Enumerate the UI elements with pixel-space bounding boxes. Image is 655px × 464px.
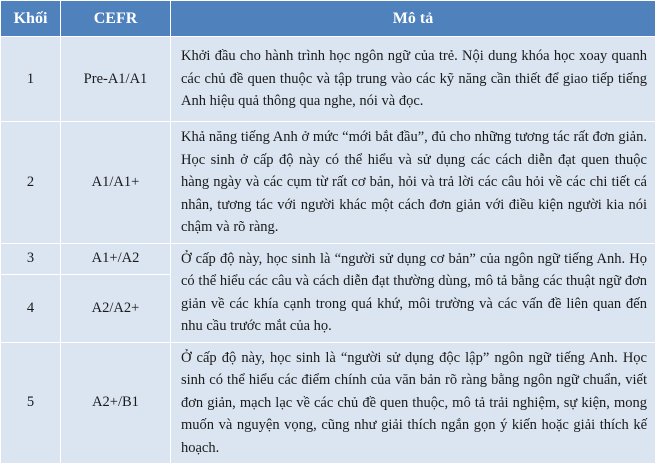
header-row [1, 1, 655, 37]
table-row [1, 122, 655, 244]
table-body [1, 37, 655, 464]
header-description: Mô tả [171, 1, 655, 37]
cefr-level-cell: A2/A2+ [61, 274, 171, 342]
header-cefr: CEFR [61, 1, 171, 37]
grade-cell: 3 [1, 243, 61, 274]
description-cell: Khả năng tiếng Anh ở mức “mới bắt đầu”, đủ cho những tương tác rất đơn giản. Học sinh ở cấp độ này có thể hiểu và sử dụng các cách diễn đạt quen thuộc hàng ngày và các cụm từ rất cơ bản, hỏi và trả lời các câu hỏi về các chi tiết cá nhân, tương tác với người khác một cách đơn giản với điều kiện người kia nói chậm và rõ ràng. [171, 122, 655, 244]
description-cell: Khởi đầu cho hành trình học ngôn ngữ của trẻ. Nội dung khóa học xoay quanh các chủ đề quen thuộc và tập trung vào các kỹ năng cần thiết để giao tiếp tiếng Anh hiệu quả thông qua nghe, nói và đọc. [171, 37, 655, 122]
grade-cell: 1 [1, 37, 61, 122]
table-header [1, 1, 655, 37]
grade-cell: 4 [1, 274, 61, 342]
table-row [1, 243, 655, 274]
cefr-level-cell: A1/A1+ [61, 122, 171, 244]
description-cell: Ở cấp độ này, học sinh là “người sử dụng cơ bản” của ngôn ngữ tiếng Anh. Họ có thể hiểu các câu và cách diễn đạt thường dùng, mô tả bằng các thuật ngữ đơn giản về các khía cạnh trong quá khứ, môi trường và các vấn đề liên quan đến nhu cầu trước mắt của họ. [171, 243, 655, 342]
grade-cell: 5 [1, 342, 61, 464]
table-row [1, 37, 655, 122]
description-cell: Ở cấp độ này, học sinh là “người sử dụng độc lập” ngôn ngữ tiếng Anh. Học sinh có thể hiểu các điểm chính của văn bản rõ ràng bằng ngôn ngữ chuẩn, viết đơn giản, mạch lạc về các chủ đề quen thuộc, mô tả trải nghiệm, sự kiện, mong muốn và nguyện vọng, cũng như giải thích ngắn gọn ý kiến hoặc giải thích kế hoạch. [171, 342, 655, 464]
grade-cell: 2 [1, 122, 61, 244]
header-grade: Khối [1, 1, 61, 37]
cefr-level-cell: A1+/A2 [61, 243, 171, 274]
table-row [1, 342, 655, 464]
cefr-level-cell: A2+/B1 [61, 342, 171, 464]
cefr-level-cell: Pre-A1/A1 [61, 37, 171, 122]
